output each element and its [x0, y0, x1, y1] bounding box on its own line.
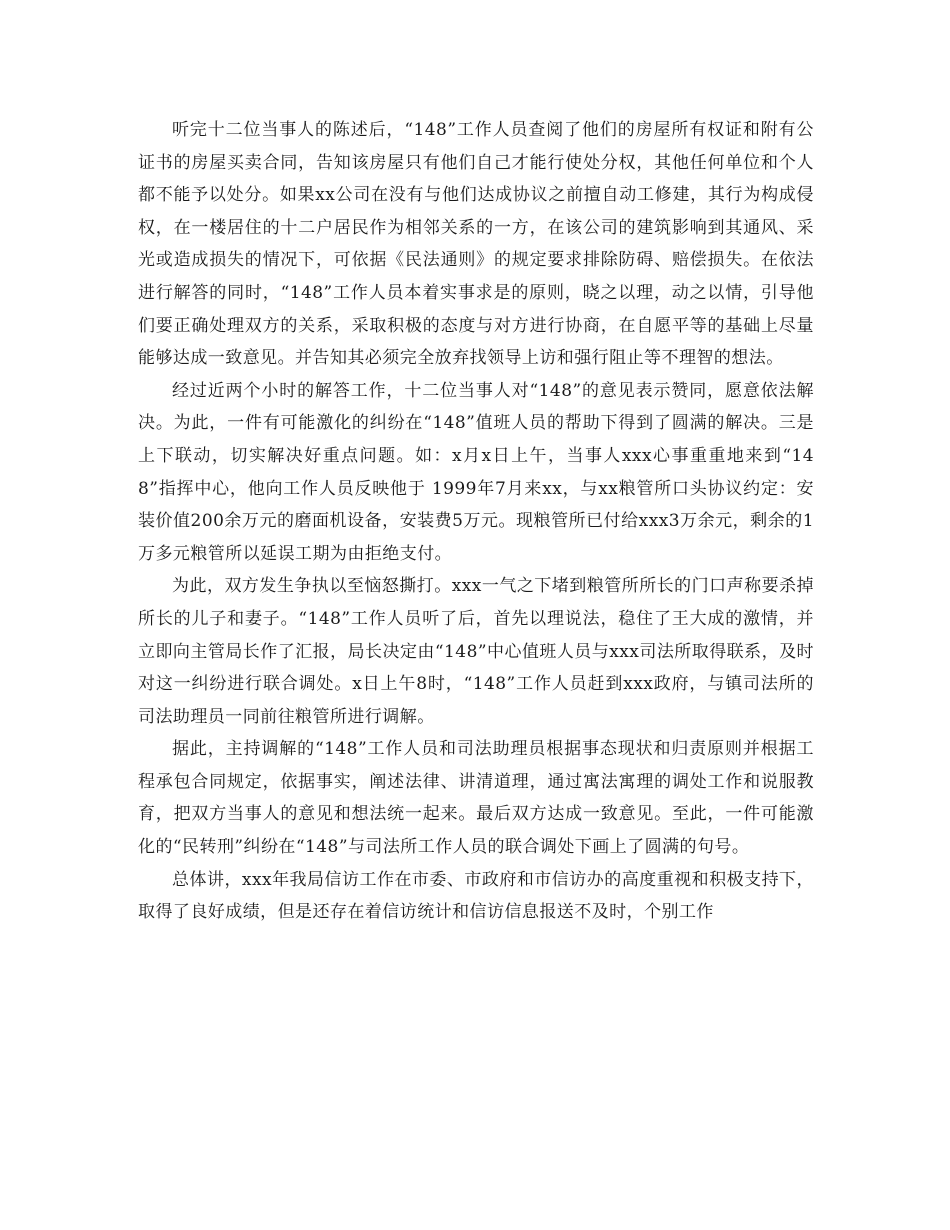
paragraph-5: 总体讲，xxx年我局信访工作在市委、市政府和市信访办的高度重视和积极支持下，取得了良好成绩，但是还存在着信访统计和信访信息报送不及时，个别工作 [138, 869, 814, 923]
paragraph-4: 据此，主持调解的“148”工作人员和司法助理员根据事态现状和归责原则并根据工程承包合同规定，依据事实，阐述法律、讲清道理，通过寓法寓理的调处工作和说服教育，把双方当事人的意见和想法统一起来。最后双方达成一致意见。至此，一件可能激化的“民转刑”纠纷在“148”与司法所工作人员的联合调处下画上了圆满的句号。 [138, 739, 814, 858]
document-body [138, 114, 814, 929]
paragraph-2: 经过近两个小时的解答工作，十二位当事人对“148”的意见表示赞同，愿意依法解决。为此，一件有可能激化的纠纷在“148”值班人员的帮助下得到了圆满的解决。三是上下联动，切实解决好重点问题。如：x月x日上午，当事人xxx心事重重地来到“148”指挥中心，他向工作人员反映他于 1999年7月来xx，与xx粮管所口头协议约定：安装价值200余万元的磨面机设备，安装费5万元。现粮管所已付给xxx3万余元，剩余的1万多元粮管所以延误工期为由拒绝支付。 [138, 380, 814, 564]
paragraph-3: 为此，双方发生争执以至恼怒撕打。xxx一气之下堵到粮管所所长的门口声称要杀掉所长的儿子和妻子。“148”工作人员听了后，首先以理说法，稳住了王大成的激情，并立即向主管局长作了汇报，局长决定由“148”中心值班人员与xxx司法所取得联系，及时对这一纠纷进行联合调处。x日上午8时，“148”工作人员赶到xxx政府，与镇司法所的司法助理员一同前往粮管所进行调解。 [138, 576, 814, 727]
paragraph-1: 听完十二位当事人的陈述后，“148”工作人员查阅了他们的房屋所有权证和附有公证书的房屋买卖合同，告知该房屋只有他们自己才能行使处分权，其他任何单位和个人都不能予以处分。如果xx公司在没有与他们达成协议之前擅自动工修建，其行为构成侵权，在一楼居住的十二户居民作为相邻关系的一方，在该公司的建筑影响到其通风、采光或造成损失的情况下，可依据《民法通则》的规定要求排除防碍、赔偿损失。在依法进行解答的同时，“148”工作人员本着实事求是的原则，晓之以理，动之以情，引导他们要正确处理双方的关系，采取积极的态度与对方进行协商，在自愿平等的基础上尽量能够达成一致意见。并告知其必须完全放弃找领导上访和强行阻止等不理智的想法。 [138, 120, 814, 369]
